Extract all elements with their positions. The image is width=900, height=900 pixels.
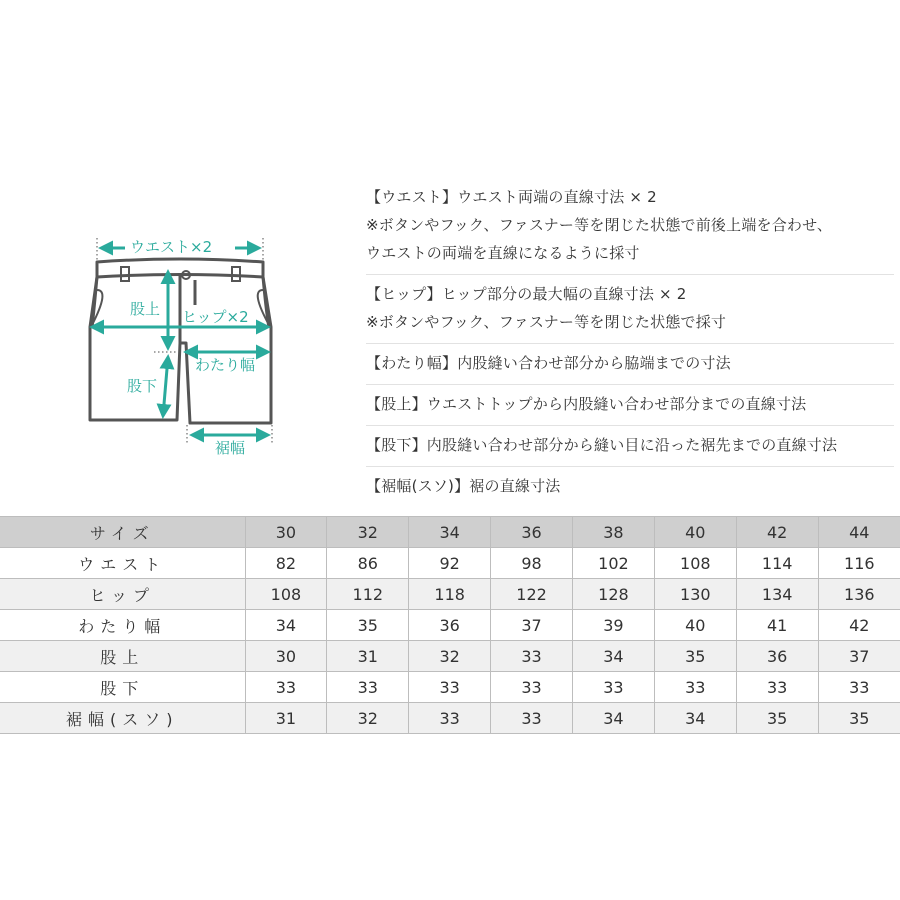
row-label: 股上 <box>0 641 245 672</box>
desc-thigh-width <box>366 344 894 385</box>
table-cell: 42 <box>818 610 900 641</box>
row-label: 股下 <box>0 672 245 703</box>
table-cell: 32 <box>327 703 409 734</box>
table-cell: 114 <box>736 548 818 579</box>
table-cell: 33 <box>491 703 573 734</box>
desc-line: 【わたり幅】内股縫い合わせ部分から脇端までの寸法 <box>366 354 731 372</box>
table-cell: 34 <box>573 641 655 672</box>
table-cell: 32 <box>409 641 491 672</box>
header-size: 44 <box>818 517 900 548</box>
table-cell: 31 <box>327 641 409 672</box>
header-size: 42 <box>736 517 818 548</box>
rise-label: 股上 <box>130 300 161 318</box>
table-cell: 34 <box>245 610 327 641</box>
table-cell: 33 <box>491 641 573 672</box>
table-cell: 36 <box>736 641 818 672</box>
header-size: 32 <box>327 517 409 548</box>
size-table <box>0 516 900 734</box>
desc-line: 【ヒップ】ヒップ部分の最大幅の直線寸法 × 2 <box>366 285 687 303</box>
desc-line: 【ウエスト】ウエスト両端の直線寸法 × 2 <box>366 188 657 206</box>
table-cell: 37 <box>491 610 573 641</box>
desc-hip <box>366 275 894 344</box>
table-cell: 34 <box>654 703 736 734</box>
table-cell: 92 <box>409 548 491 579</box>
waist-label: ウエスト×2 <box>130 238 213 256</box>
shorts-measurement-diagram <box>80 230 280 460</box>
table-cell: 33 <box>654 672 736 703</box>
hem-width-label: 裾幅 <box>215 439 246 457</box>
desc-line: 【股下】内股縫い合わせ部分から縫い目に沿った裾先までの直線寸法 <box>366 436 838 454</box>
desc-line: ウエストの両端を直線になるように採寸 <box>366 244 640 262</box>
table-cell: 35 <box>818 703 900 734</box>
table-cell: 39 <box>573 610 655 641</box>
table-cell: 98 <box>491 548 573 579</box>
header-size: 30 <box>245 517 327 548</box>
table-cell: 128 <box>573 579 655 610</box>
inseam-label: 股下 <box>127 377 158 395</box>
header-size: 36 <box>491 517 573 548</box>
header-size: 38 <box>573 517 655 548</box>
measurement-descriptions <box>366 178 894 507</box>
hip-label: ヒップ×2 <box>182 308 249 326</box>
table-cell: 118 <box>409 579 491 610</box>
desc-hem-width <box>366 467 894 507</box>
desc-inseam <box>366 426 894 467</box>
table-cell: 82 <box>245 548 327 579</box>
header-size: 40 <box>654 517 736 548</box>
desc-line: ※ボタンやフック、ファスナー等を閉じた状態で前後上端を合わせ、 <box>366 216 833 234</box>
table-cell: 108 <box>654 548 736 579</box>
table-cell: 40 <box>654 610 736 641</box>
table-cell: 31 <box>245 703 327 734</box>
desc-line: 【股上】ウエストトップから内股縫い合わせ部分までの直線寸法 <box>366 395 807 413</box>
table-cell: 102 <box>573 548 655 579</box>
table-cell: 35 <box>327 610 409 641</box>
table-cell: 35 <box>736 703 818 734</box>
table-cell: 33 <box>818 672 900 703</box>
desc-line: ※ボタンやフック、ファスナー等を閉じた状態で採寸 <box>366 313 727 331</box>
table-cell: 33 <box>409 672 491 703</box>
desc-line: 【裾幅(スソ)】裾の直線寸法 <box>366 477 561 495</box>
table-row-rise <box>0 641 900 672</box>
header-size: 34 <box>409 517 491 548</box>
row-label: わたり幅 <box>0 610 245 641</box>
table-header-row <box>0 517 900 548</box>
row-label: ウエスト <box>0 548 245 579</box>
table-cell: 108 <box>245 579 327 610</box>
table-cell: 136 <box>818 579 900 610</box>
table-cell: 116 <box>818 548 900 579</box>
table-cell: 112 <box>327 579 409 610</box>
table-cell: 35 <box>654 641 736 672</box>
table-cell: 33 <box>409 703 491 734</box>
table-cell: 33 <box>573 672 655 703</box>
row-label: ヒップ <box>0 579 245 610</box>
table-cell: 37 <box>818 641 900 672</box>
table-cell: 33 <box>736 672 818 703</box>
desc-rise <box>366 385 894 426</box>
table-cell: 30 <box>245 641 327 672</box>
table-cell: 33 <box>327 672 409 703</box>
table-row-hem-width <box>0 703 900 734</box>
table-row-hip <box>0 579 900 610</box>
shorts-outline-icon <box>80 230 280 460</box>
table-row-waist <box>0 548 900 579</box>
table-cell: 41 <box>736 610 818 641</box>
table-cell: 134 <box>736 579 818 610</box>
table-cell: 34 <box>573 703 655 734</box>
table-cell: 36 <box>409 610 491 641</box>
thigh-width-label: わたり幅 <box>195 356 256 374</box>
table-cell: 33 <box>491 672 573 703</box>
table-row-inseam <box>0 672 900 703</box>
table-cell: 130 <box>654 579 736 610</box>
table-row-thigh-width <box>0 610 900 641</box>
table-cell: 86 <box>327 548 409 579</box>
table-cell: 33 <box>245 672 327 703</box>
header-label: サイズ <box>0 517 245 548</box>
table-cell: 122 <box>491 579 573 610</box>
row-label: 裾幅(スソ) <box>0 703 245 734</box>
desc-waist <box>366 178 894 275</box>
